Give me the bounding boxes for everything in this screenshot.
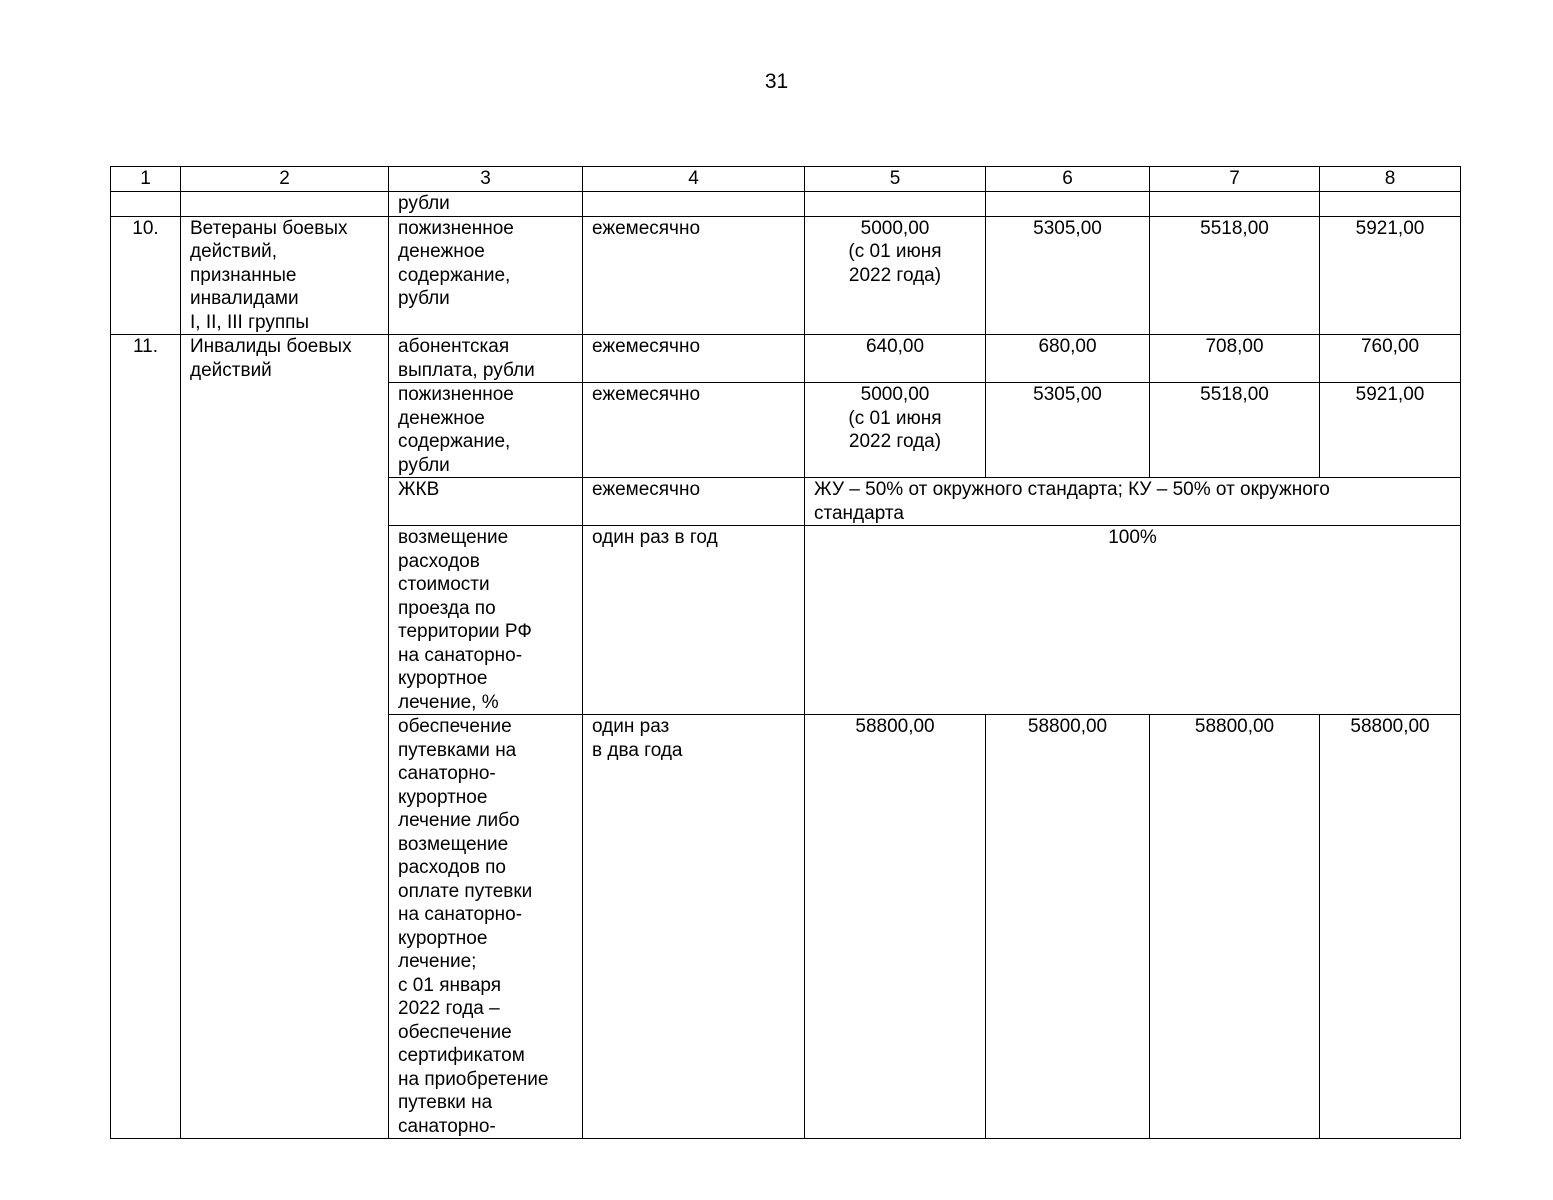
col-header: 6 bbox=[986, 167, 1150, 192]
benefit-period: один раз в год bbox=[583, 526, 805, 715]
merged-value: ЖУ – 50% от окружного стандарта; КУ – 50% от окружного стандарта bbox=[805, 478, 1461, 526]
value-col-7: 5518,00 bbox=[1150, 216, 1320, 335]
value-col-8: 5921,00 bbox=[1320, 216, 1461, 335]
table-cell bbox=[1150, 192, 1320, 217]
col-header: 3 bbox=[389, 167, 583, 192]
benefit-period: ежемесячно bbox=[583, 478, 805, 526]
table-cell bbox=[111, 192, 181, 217]
benefit-period: ежемесячно bbox=[583, 216, 805, 335]
page-number: 31 bbox=[764, 70, 789, 93]
table-cell bbox=[805, 192, 986, 217]
value-col-5: 58800,00 bbox=[805, 715, 986, 1139]
value-col-7: 5518,00 bbox=[1150, 383, 1320, 478]
benefit-period: один раз в два года bbox=[583, 715, 805, 1139]
table-cell bbox=[986, 192, 1150, 217]
value-col-7: 708,00 bbox=[1150, 335, 1320, 383]
benefit-period: ежемесячно bbox=[583, 335, 805, 383]
merged-value: 100% bbox=[805, 526, 1461, 715]
value-col-6: 58800,00 bbox=[986, 715, 1150, 1139]
recipient-category: Инвалиды боевых действий bbox=[181, 335, 389, 1139]
col-header: 8 bbox=[1320, 167, 1461, 192]
value-col-7: 58800,00 bbox=[1150, 715, 1320, 1139]
benefit-type: обеспечение путевками на санаторно- курортное лечение либо возмещение расходов по оплате путевки на санаторно- курортное лечение; с 01 января 2022 года – обеспечение сертификатом на приобретение путевки на санаторно- bbox=[389, 715, 583, 1139]
value-col-6: 680,00 bbox=[986, 335, 1150, 383]
table-header-row bbox=[111, 167, 1461, 192]
table-cell bbox=[181, 192, 389, 217]
col-header: 2 bbox=[181, 167, 389, 192]
benefit-type: ЖКВ bbox=[389, 478, 583, 526]
row-number: 11. bbox=[111, 335, 181, 1139]
table-row bbox=[111, 335, 1461, 383]
value-col-6: 5305,00 bbox=[986, 216, 1150, 335]
value-col-5: 5000,00 (с 01 июня 2022 года) bbox=[805, 216, 986, 335]
table-cell bbox=[583, 192, 805, 217]
benefit-type: абонентская выплата, рубли bbox=[389, 335, 583, 383]
table-row bbox=[111, 216, 1461, 335]
col-header: 5 bbox=[805, 167, 986, 192]
value-col-8: 58800,00 bbox=[1320, 715, 1461, 1139]
table-cell: рубли bbox=[389, 192, 583, 217]
benefit-period: ежемесячно bbox=[583, 383, 805, 478]
value-col-5: 640,00 bbox=[805, 335, 986, 383]
table-row bbox=[111, 192, 1461, 217]
col-header: 1 bbox=[111, 167, 181, 192]
table-cell bbox=[1320, 192, 1461, 217]
value-col-8: 760,00 bbox=[1320, 335, 1461, 383]
value-col-6: 5305,00 bbox=[986, 383, 1150, 478]
row-number: 10. bbox=[111, 216, 181, 335]
col-header: 4 bbox=[583, 167, 805, 192]
benefit-type: пожизненное денежное содержание, рубли bbox=[389, 383, 583, 478]
benefits-table bbox=[110, 166, 1461, 1139]
benefit-type: пожизненное денежное содержание, рубли bbox=[389, 216, 583, 335]
benefit-type: возмещение расходов стоимости проезда по территории РФ на санаторно- курортное лечение, % bbox=[389, 526, 583, 715]
col-header: 7 bbox=[1150, 167, 1320, 192]
value-col-8: 5921,00 bbox=[1320, 383, 1461, 478]
recipient-category: Ветераны боевых действий, признанные инвалидами I, II, III группы bbox=[181, 216, 389, 335]
value-col-5: 5000,00 (с 01 июня 2022 года) bbox=[805, 383, 986, 478]
